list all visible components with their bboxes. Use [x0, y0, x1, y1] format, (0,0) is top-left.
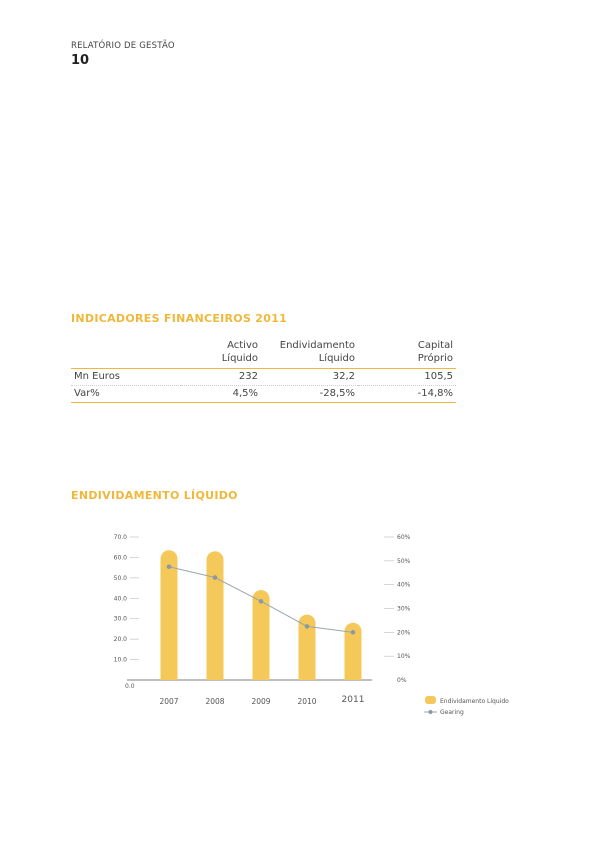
gearing-point-2008 [213, 575, 218, 580]
legend-label: Gearing [440, 709, 464, 716]
y-right-tick-label: 10% [397, 653, 411, 661]
gearing-point-2007 [167, 564, 172, 569]
bar-2007 [161, 550, 178, 680]
table-cell: 105,5 [358, 369, 456, 386]
y-left-tick-label: 60.0 [113, 554, 127, 562]
y-right-tick-label: 50% [397, 557, 411, 565]
document-section-label: RELATÓRIO DE GESTÃO [71, 41, 175, 51]
row-label: Mn Euros [71, 369, 181, 386]
x-tick-label: 2008 [205, 697, 225, 706]
header-line: Líquido [318, 353, 355, 364]
bar-2008 [207, 551, 224, 680]
y-left-tick-label: 20.0 [113, 636, 127, 644]
y-right-tick-label: 30% [397, 605, 411, 613]
page-number: 10 [71, 53, 90, 68]
gearing-point-2010 [305, 624, 310, 629]
y-right-tick-label: 20% [397, 629, 411, 637]
table-cell: 232 [181, 369, 261, 386]
y-left-tick-label: 10.0 [113, 656, 127, 664]
legend-label: Endividamento Líquido [440, 698, 509, 705]
x-tick-label: 2009 [251, 697, 271, 706]
table-cell: -28,5% [261, 386, 358, 403]
y-left-tick-label: 70.0 [113, 534, 127, 541]
y-right-tick-label: 60% [397, 534, 411, 541]
y-left-tick-label: 40.0 [113, 595, 127, 603]
header-line: Líquido [221, 353, 258, 364]
y-right-tick-label: 0% [397, 677, 407, 684]
header-line: Próprio [417, 353, 453, 364]
table-cell: 4,5% [181, 386, 261, 403]
x-tick-label: 2007 [159, 697, 179, 706]
x-tick-label: 2011 [341, 695, 365, 705]
gearing-point-2011 [351, 630, 356, 635]
table-cell: -14,8% [358, 386, 456, 403]
gearing-point-2009 [259, 599, 264, 604]
header-line: Capital [417, 340, 453, 351]
debt-chart-title: ENDIVIDAMENTO LÍQUIDO [71, 489, 238, 502]
x-tick-label: 2010 [297, 697, 317, 706]
y-left-tick-label: 50.0 [113, 574, 127, 582]
financial-indicators-title: INDICADORES FINANCEIROS 2011 [71, 312, 288, 325]
header-line: Endividamento [279, 340, 355, 351]
y-left-tick-label: 30.0 [113, 615, 127, 623]
table-cell: 32,2 [261, 369, 358, 386]
row-label: Var% [71, 386, 181, 403]
header-line: Activo [227, 340, 258, 351]
y-right-tick-label: 40% [397, 581, 411, 589]
y-left-tick-label: 0.0 [125, 683, 135, 690]
legend-swatch-point [429, 710, 433, 714]
legend-swatch-bar [425, 696, 436, 704]
